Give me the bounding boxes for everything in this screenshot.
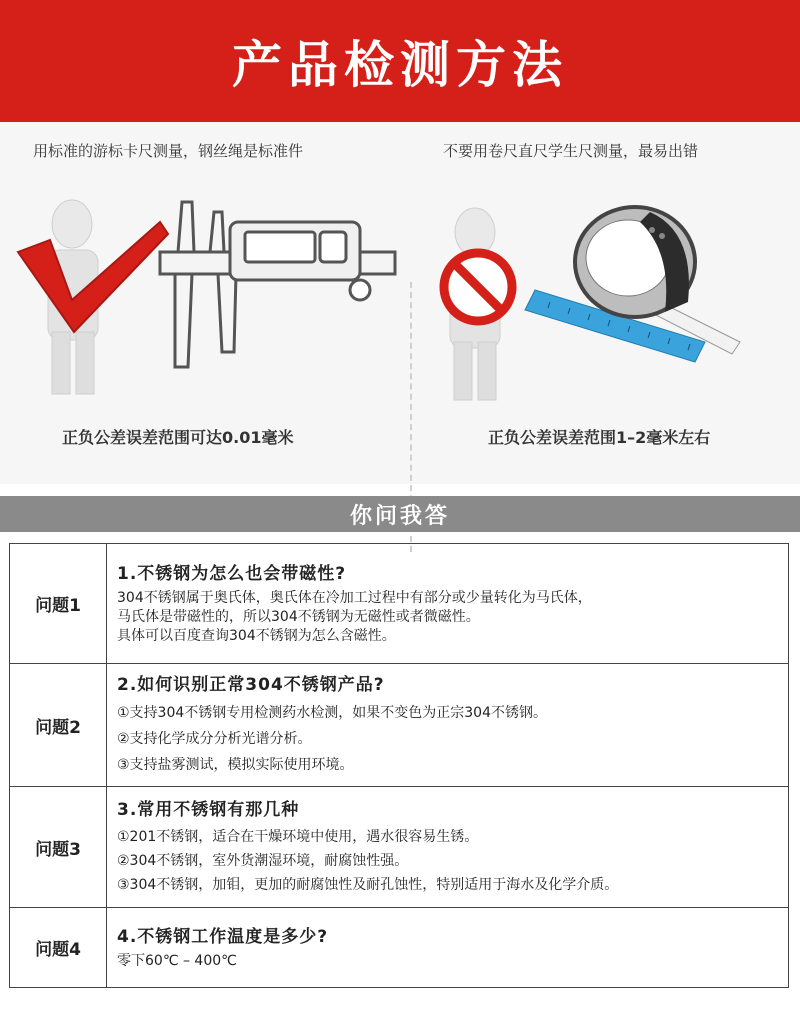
answer-line: ②304不锈钢，室外货潮湿环境，耐腐蚀性强。 <box>117 853 409 869</box>
question-label: 问题1 <box>10 544 107 664</box>
answer-cell <box>107 787 789 908</box>
header-banner <box>0 0 800 122</box>
prohibit-icon <box>444 253 512 321</box>
question-label: 问题3 <box>10 787 107 908</box>
answer-line: 零下60℃ – 400℃ <box>117 953 237 969</box>
tape-measure-illustration <box>420 192 790 412</box>
qa-row <box>10 544 789 664</box>
right-caption: 不要用卷尺直尺学生尺测量，最易出错 <box>443 142 699 160</box>
answer-line: 304不锈钢属于奥氏体，奥氏体在冷加工过程中有部分或少量转化为马氏体， <box>117 590 592 606</box>
qa-table <box>9 543 789 988</box>
question-title: 1.不锈钢为怎么也会带磁性? <box>117 564 347 584</box>
answer-line: ①201不锈钢，适合在干燥环境中使用，遇水很容易生锈。 <box>117 829 479 845</box>
question-title: 2.如何识别正常304不锈钢产品? <box>117 675 385 695</box>
answer-line: ①支持304不锈钢专用检测药水检测，如果不变色为正宗304不锈钢。 <box>117 705 547 721</box>
question-label: 问题2 <box>10 664 107 787</box>
qa-row <box>10 664 789 787</box>
qa-row <box>10 908 789 988</box>
qa-title: 你问我答 <box>349 503 450 529</box>
answer-cell <box>107 908 789 988</box>
question-label: 问题4 <box>10 908 107 988</box>
answer-cell <box>107 544 789 664</box>
answer-line: ②支持化学成分分析光谱分析。 <box>117 731 312 747</box>
qa-section-bar <box>0 496 800 532</box>
answer-line: 马氏体是带磁性的，所以304不锈钢为无磁性或者微磁性。 <box>117 609 480 625</box>
caliper-icon <box>160 202 395 367</box>
question-title: 3.常用不锈钢有那几种 <box>117 800 300 820</box>
answer-line: 具体可以百度查询304不锈钢为怎么含磁性。 <box>117 628 396 644</box>
comparison-section <box>0 122 800 484</box>
caliper-illustration <box>10 182 400 412</box>
page-title: 产品检测方法 <box>232 36 568 94</box>
answer-line: ③304不锈钢，加钼，更加的耐腐蚀性及耐孔蚀性，特别适用于海水及化学介质。 <box>117 877 619 893</box>
left-caption: 用标准的游标卡尺测量，钢丝绳是标准件 <box>33 142 304 160</box>
question-title: 4.不锈钢工作温度是多少? <box>117 927 329 947</box>
qa-row <box>10 787 789 908</box>
right-tolerance-text: 正负公差误差范围1–2毫米左右 <box>488 428 711 447</box>
answer-cell <box>107 664 789 787</box>
left-tolerance-text: 正负公差误差范围可达0.01毫米 <box>62 428 294 447</box>
answer-line: ③支持盐雾测试，模拟实际使用环境。 <box>117 757 354 773</box>
